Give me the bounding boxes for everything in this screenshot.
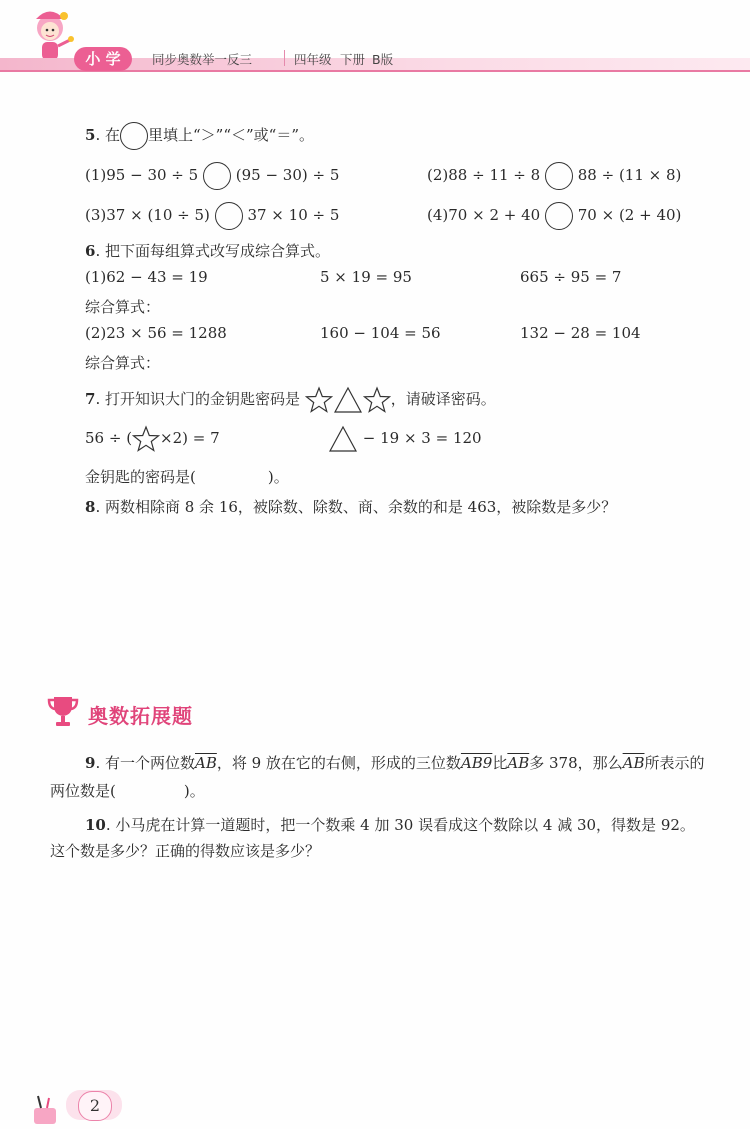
q6-prompt: 6. 把下面每组算式改写成综合算式。 [85, 242, 330, 260]
q5-item-4: (4)70 × 2 + 40 70 × (2 + 40) [427, 202, 681, 230]
answer-circle[interactable] [215, 202, 243, 230]
q6-g1-eq2: 5 × 19 = 95 [320, 268, 412, 286]
q5-item-3: (3)37 × (10 ÷ 5) 37 × 10 ÷ 5 [85, 202, 339, 230]
section-title: 奥数拓展题 [88, 704, 193, 728]
q6-g1-eq1: (1)62 − 43 = 19 [85, 268, 208, 286]
q5-item-2: (2)88 ÷ 11 ÷ 8 88 ÷ (11 × 8) [427, 162, 681, 190]
level-badge: 小 学 [74, 47, 132, 71]
q9-line-2: 两位数是( )。 [50, 782, 205, 800]
q7-answer-line: 金钥匙的密码是( )。 [85, 468, 289, 486]
page-number: 2 [78, 1091, 112, 1121]
star-icon [363, 386, 391, 414]
q7-equation-2: − 19 × 3 = 120 [328, 425, 482, 453]
q6-g2-eq1: (2)23 × 56 = 1288 [85, 324, 227, 342]
q10-line-1: 10. 小马虎在计算一道题时，把一个数乘 4 加 30 误看成这个数除以 4 减 30，得数是 92。 [85, 816, 695, 834]
edition-label: B版 [372, 52, 394, 67]
q6-combined-label-2: 综合算式： [85, 354, 161, 372]
q5-prompt: 5. 在 里填上“＞”“＜”或“＝”。 [85, 122, 314, 150]
q7-prompt: 7. 打开知识大门的金钥匙密码是 ，请破译密码。 [85, 386, 496, 414]
q6-g1-eq3: 665 ÷ 95 = 7 [520, 268, 622, 286]
triangle-icon [333, 386, 363, 414]
q9-line-1: 9. 有一个两位数$\overline{AB}$，将 9 放在它的右侧，形成的三位数AB9比$\overline{AB}$多 378，那么$\overline{AB}$所表示的 [85, 754, 705, 772]
star-icon [305, 386, 333, 414]
trophy-icon [46, 694, 80, 728]
header-divider [284, 50, 285, 66]
pencil-icon [30, 1094, 60, 1126]
volume-label: 下册 [340, 52, 366, 67]
q5-item-1: (1)95 − 30 ÷ 5 (95 − 30) ÷ 5 [85, 162, 339, 190]
triangle-icon [328, 425, 358, 453]
q6-g2-eq3: 132 − 28 = 104 [520, 324, 641, 342]
q7-equation-1: 56 ÷ ( ×2) = 7 [85, 425, 220, 453]
q6-g2-eq2: 160 − 104 = 56 [320, 324, 441, 342]
q10-line-2: 这个数是多少？正确的得数应该是多少？ [50, 842, 321, 860]
q8-text: 8. 两数相除商 8 余 16，被除数、除数、商、余数的和是 463，被除数是多少？ [85, 498, 617, 516]
answer-circle[interactable] [545, 162, 573, 190]
q6-combined-label-1: 综合算式： [85, 298, 161, 316]
circle-blank-icon [120, 122, 148, 150]
series-title: 同步奥数举一反三 [152, 52, 253, 67]
answer-circle[interactable] [545, 202, 573, 230]
answer-circle[interactable] [203, 162, 231, 190]
grade-label: 四年级 [294, 52, 332, 67]
page-header [0, 0, 750, 80]
star-icon [132, 425, 160, 453]
